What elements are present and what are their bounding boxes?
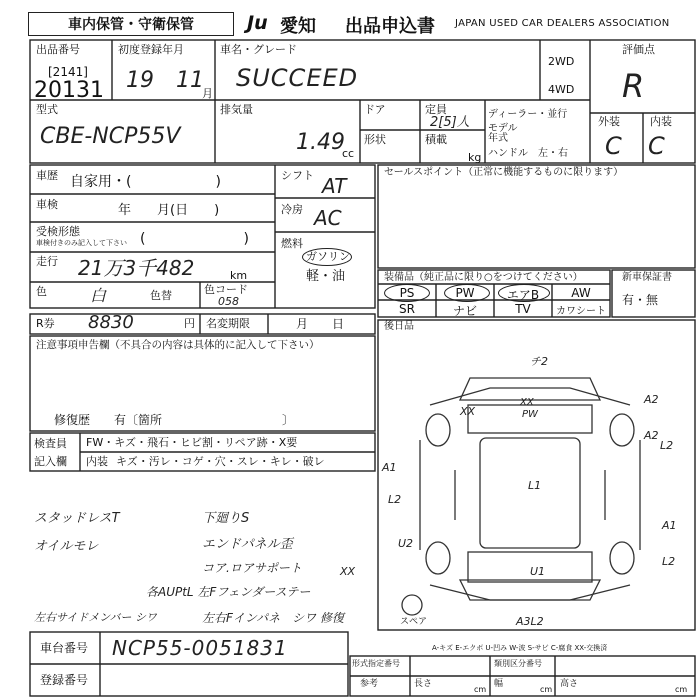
int-value: C xyxy=(648,132,665,160)
ju-logo: Ju xyxy=(247,12,268,34)
ext-label: 外装 xyxy=(598,115,620,128)
disp-unit: cc xyxy=(342,147,355,160)
form-title: 出品申込書 xyxy=(345,16,435,37)
color-label: 色 xyxy=(36,285,47,298)
equip-tv: TV xyxy=(515,302,531,316)
capacity-label: 定員 xyxy=(425,103,447,116)
after-day-label: 後日品 xyxy=(384,321,414,332)
dims-width-unit: cm xyxy=(540,685,553,694)
dealer-label: ディーラー・並行 xyxy=(488,109,568,120)
receive-sub: 車検付きのみ記入して下さい xyxy=(36,239,127,247)
repair-label: 修復歴 xyxy=(54,413,91,427)
model-label: 型式 xyxy=(36,103,58,116)
load-label: 積載 xyxy=(425,133,447,146)
recycle-label: R券 xyxy=(36,317,55,330)
model-year-label1: モデル xyxy=(488,123,518,134)
disp-value: 1.49 xyxy=(296,130,345,155)
car-name: SUCCEED xyxy=(236,64,359,92)
note-under: 下廻りS xyxy=(202,511,250,526)
door-label: ドア xyxy=(364,103,386,116)
mileage-label: 走行 xyxy=(36,255,58,268)
receive-value: ( ) xyxy=(140,231,249,247)
note-sidemember: 左右サイドメンバー シワ xyxy=(34,611,157,624)
color-change-label: 色替 xyxy=(150,289,172,302)
color-code-label: 色コード xyxy=(204,283,248,296)
name-change-label: 名変期限 xyxy=(206,317,250,330)
equip-leather: カワシート xyxy=(556,306,606,317)
mark-u2-left: U2 xyxy=(398,537,414,550)
notes-label: 注意事項申告欄（不具合の内容は具体的に記入して下さい） xyxy=(36,339,320,351)
fuel-label: 燃料 xyxy=(281,237,303,250)
reg-month: 11 xyxy=(176,68,204,93)
dims-length-label: 長さ xyxy=(414,679,433,689)
inspect-value: 年 月(日 ) xyxy=(118,203,220,218)
equipment-label: 装備品（純正品に限り○をつけてください） xyxy=(384,272,583,283)
warranty-value: 有・無 xyxy=(622,293,659,307)
recycle-value: 8830 xyxy=(88,312,134,333)
score-value: R xyxy=(622,67,645,105)
reg-year: 19 xyxy=(126,68,154,93)
note-fender: 各AUPtL 左Fフェンダーステー xyxy=(146,585,311,599)
equip-ps: PS xyxy=(399,286,415,300)
ac-value: AC xyxy=(314,206,342,230)
dims-ref-label: 参考 xyxy=(360,679,379,689)
equip-navi: ナビ xyxy=(452,304,477,318)
shift-label: シフト xyxy=(281,169,314,182)
note-endpanel: エンドパネル歪 xyxy=(202,537,293,552)
mark-xx-left: XX xyxy=(460,405,476,418)
equip-airbag: エアB xyxy=(506,288,540,302)
equip-aw: AW xyxy=(571,286,591,300)
receive-label: 受検形態 xyxy=(36,225,80,238)
mark-pw: PW xyxy=(522,409,538,420)
mark-l1-center: L1 xyxy=(528,479,542,492)
sales-label: セールスポイント（正常に機能するものに限ります） xyxy=(384,167,624,178)
inspector-label1: 検査員 xyxy=(34,437,67,450)
name-label: 車名・グレード xyxy=(220,43,297,56)
model-year-label2: 年式 xyxy=(488,133,508,144)
inspector-label2: 記入欄 xyxy=(34,455,67,468)
color-value: 白 xyxy=(90,286,107,305)
history-label: 車歴 xyxy=(36,169,58,182)
mark-a1-left: A1 xyxy=(382,461,397,474)
repair-value: 有〔箇所 〕 xyxy=(114,413,295,427)
drive-4wd: 4WD xyxy=(548,83,575,96)
mileage-value: 21万3千482 xyxy=(78,256,195,280)
inspector-int-prefix: 内装 xyxy=(86,455,108,468)
lot-number: 20131 xyxy=(34,78,104,103)
note-core: コア.ロアサポート xyxy=(202,561,302,575)
shift-value: AT xyxy=(322,174,347,198)
mark-chi2: チ2 xyxy=(530,355,548,368)
equip-pw: PW xyxy=(455,286,475,300)
dims-width-label: 幅 xyxy=(494,679,504,689)
header-tab: 車内保管・守衛保管 xyxy=(28,12,234,36)
mark-a2-right: A2 xyxy=(644,393,659,406)
mark-a3l2: A3L2 xyxy=(516,615,544,628)
recycle-unit: 円 xyxy=(184,317,195,330)
reg-month-unit: 月 xyxy=(202,87,213,100)
score-label: 評価点 xyxy=(622,43,655,56)
mark-xx-note: XX xyxy=(340,565,356,578)
disp-label: 排気量 xyxy=(220,103,253,116)
color-code-value: 058 xyxy=(218,295,239,308)
reg-label: 初度登録年月 xyxy=(118,43,184,56)
note-oil: オイルモレ xyxy=(34,539,99,554)
mark-a2-right2: A2 xyxy=(644,429,659,442)
equip-sr: SR xyxy=(399,302,415,316)
note-inpane: 左右Fインパネ シワ 修復 xyxy=(202,611,344,625)
capacity-value: 2[5]人 xyxy=(430,115,470,130)
warranty-label: 新車保証書 xyxy=(622,272,672,283)
fuel-diesel: 軽・油 xyxy=(306,269,346,284)
chassis-label: 車台番号 xyxy=(40,641,89,655)
history-value: 自家用・( ) xyxy=(70,174,221,190)
drive-2wd: 2WD xyxy=(548,55,575,68)
legend: A-キズ E-エクボ U-凹み W-波 S-サビ C-腐食 XX-交換済 xyxy=(432,644,608,652)
dims-height-unit: cm xyxy=(675,685,688,694)
logo-prefecture: 愛知 xyxy=(280,16,316,37)
inspect-label: 車検 xyxy=(36,198,58,211)
mark-l2-left: L2 xyxy=(388,493,402,506)
model-value: CBE-NCP55V xyxy=(40,124,181,149)
inspector-int-line: キズ・汚レ・コゲ・穴・スレ・キレ・破レ xyxy=(116,455,325,468)
load-unit: kg xyxy=(468,151,482,164)
lot-label: 出品番号 xyxy=(36,43,80,56)
handle-label: ハンドル 左・右 xyxy=(488,148,568,159)
inspector-fw-line: FW・キズ・飛石・ヒビ割・リペア跡・X要 xyxy=(86,436,298,449)
note-studless: スタッドレスT xyxy=(34,511,120,526)
ext-value: C xyxy=(605,132,622,160)
dims-class-label: 類別区分番号 xyxy=(494,659,542,668)
fuel-gas: ガソリン xyxy=(306,250,350,263)
form-subtitle: JAPAN USED CAR DEALERS ASSOCIATION xyxy=(455,18,670,29)
dims-length-unit: cm xyxy=(474,685,487,694)
mark-a1-right: A1 xyxy=(662,519,677,532)
mark-l2-right: L2 xyxy=(660,439,674,452)
chassis-value: NCP55-0051831 xyxy=(112,636,288,660)
mark-u1-rear: U1 xyxy=(530,565,546,578)
mileage-unit: km xyxy=(230,269,248,282)
ac-label: 冷房 xyxy=(281,203,303,216)
dims-height-label: 高さ xyxy=(560,679,579,689)
name-change-value: 月 日 xyxy=(296,317,345,331)
shape-label: 形状 xyxy=(364,133,386,146)
mark-xx-top: XX xyxy=(520,397,534,408)
lot-small: [2141] xyxy=(48,65,88,79)
int-label: 内装 xyxy=(650,115,672,128)
registration-label: 登録番号 xyxy=(40,673,89,687)
dims-type-label: 形式指定番号 xyxy=(352,659,400,668)
mark-l2-right-low: L2 xyxy=(662,555,676,568)
spare-label: スペア xyxy=(400,617,428,627)
